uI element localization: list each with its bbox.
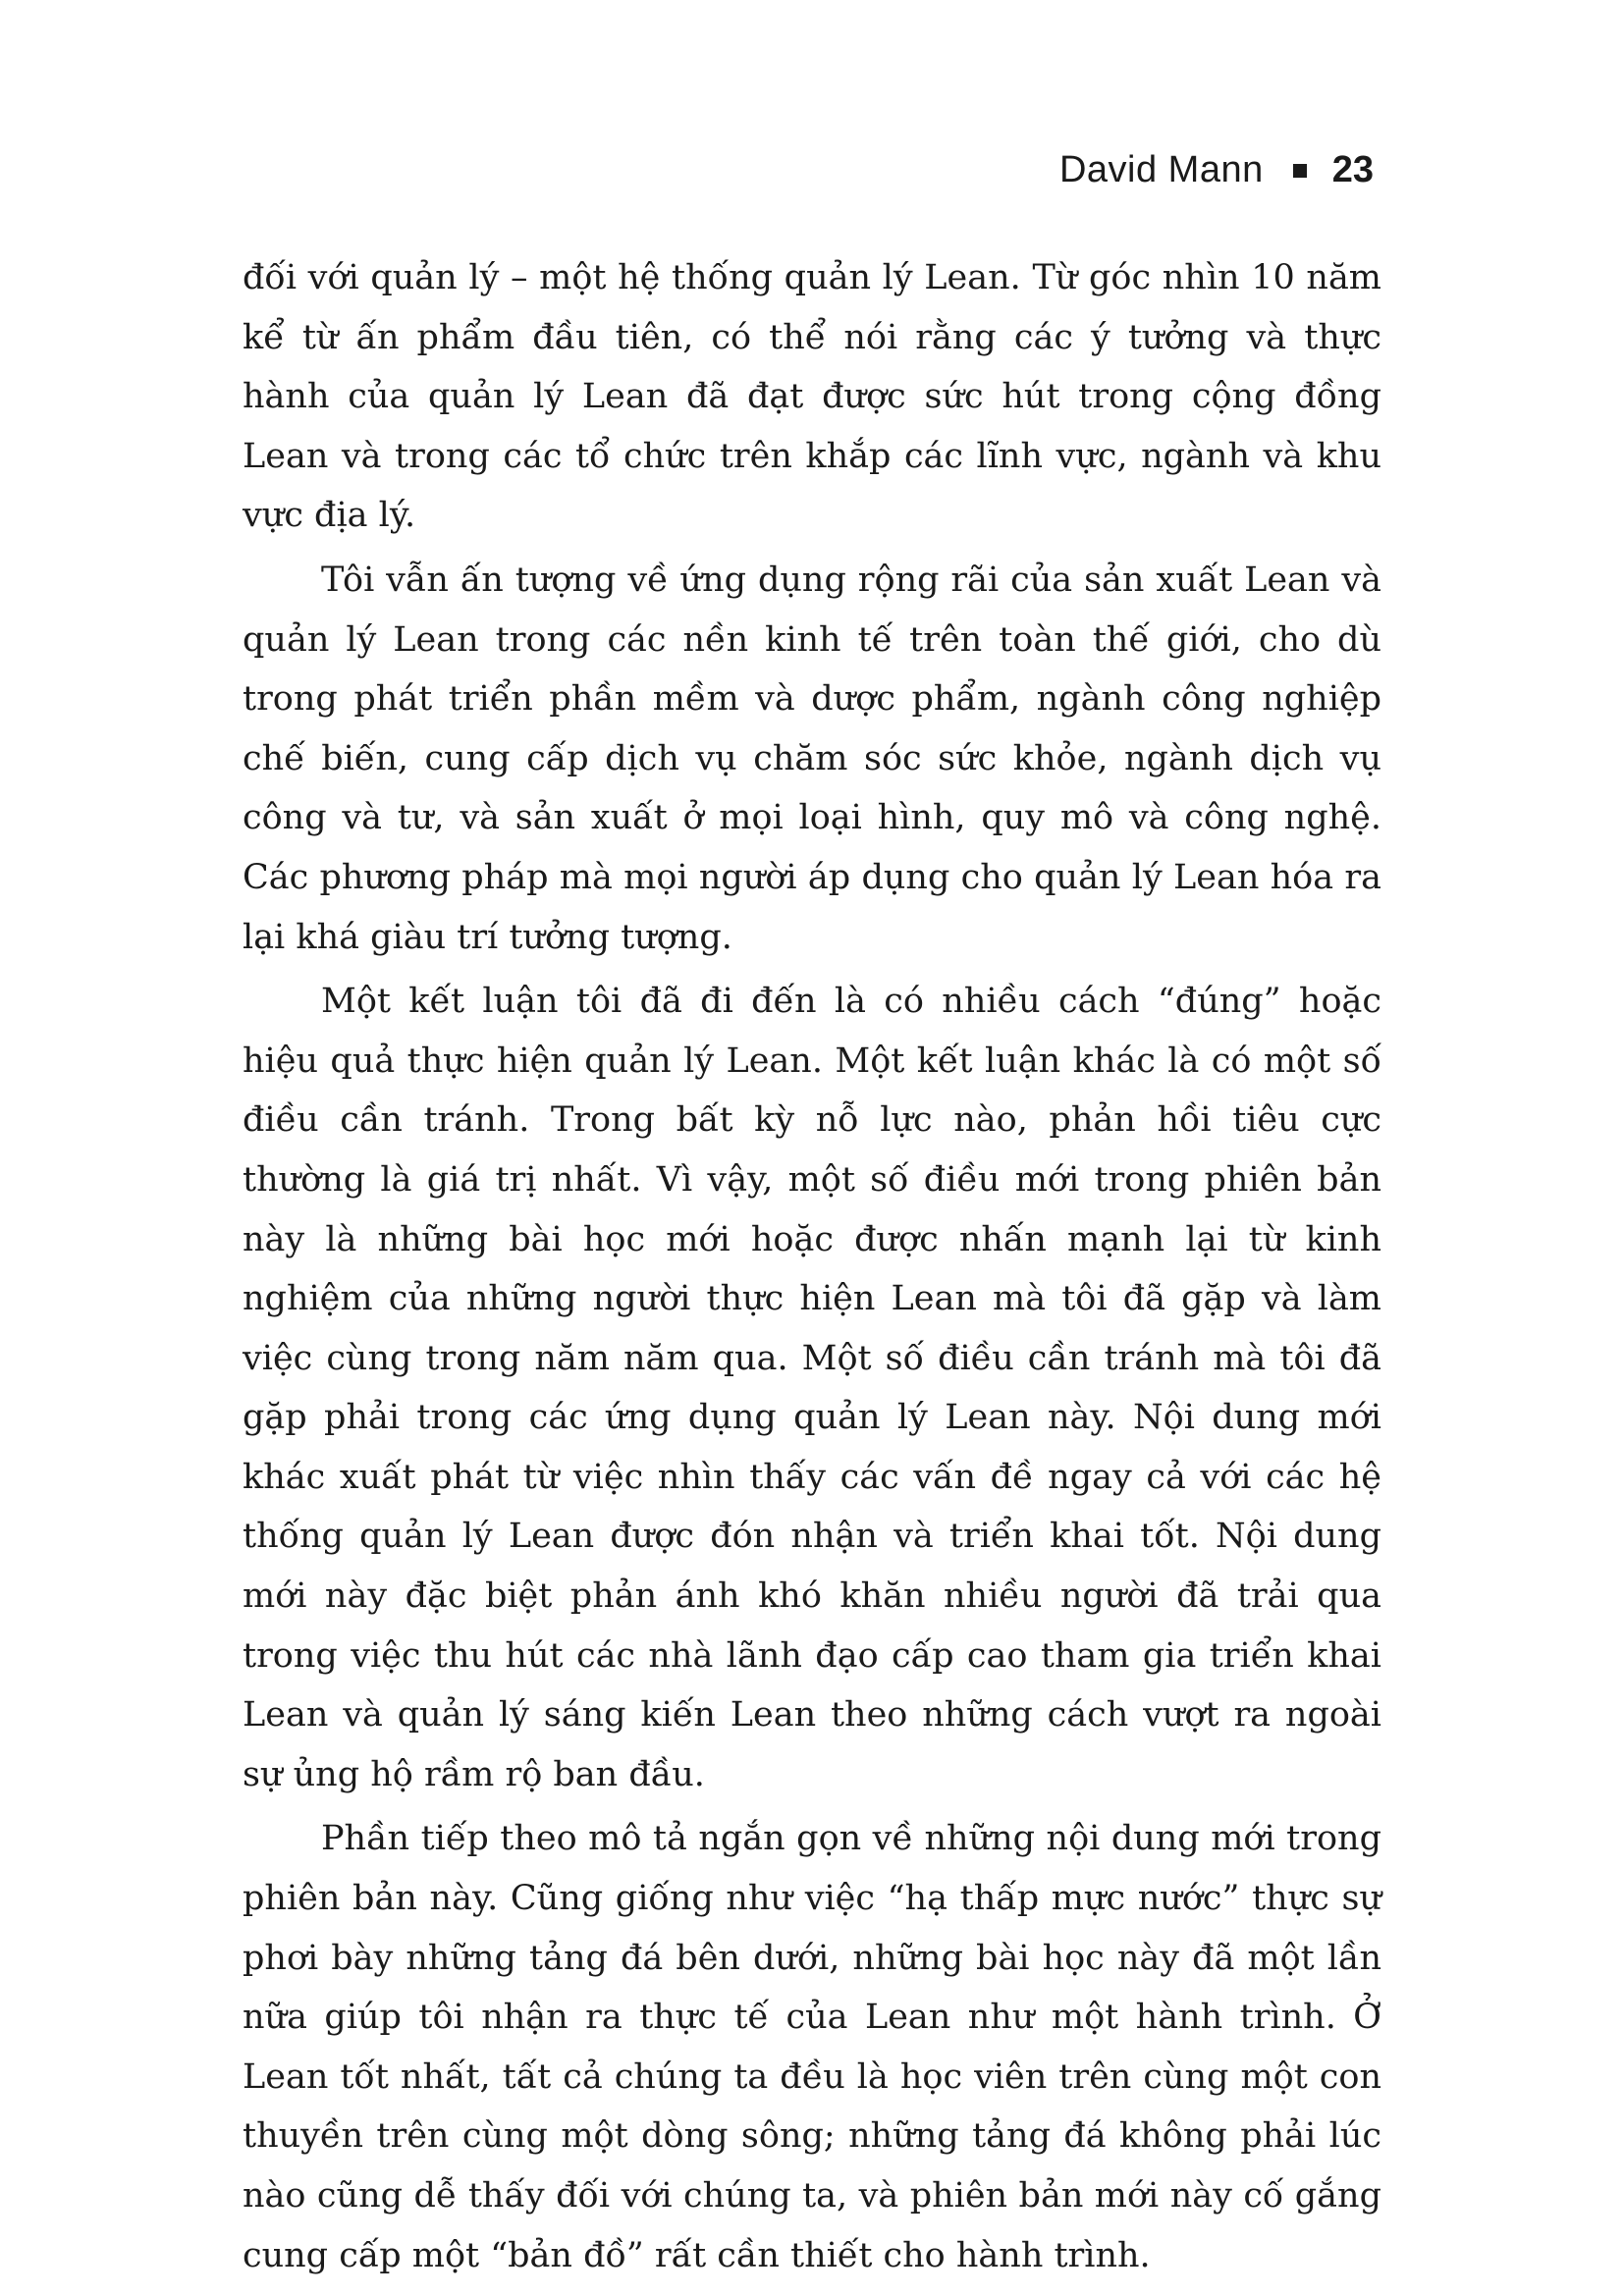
running-head-author: David Mann — [1058, 149, 1264, 190]
separator-square-icon — [1293, 164, 1307, 178]
running-head — [1059, 149, 1374, 191]
paragraph-4: Phần tiếp theo mô tả ngắn gọn về những nội dung mới trong phiên bản này. Cũng giống như việc “hạ thấp mực nước” thực sự phơi bày những tảng đá bên dưới, những bài học này đã một lần nữa giúp tôi nhận ra thực tế của Lean như một hành trình. Ở Lean tốt nhất, tất cả chúng ta đều là học viên trên cùng một con thuyền trên cùng một dòng sông; những tảng đá không phải lúc nào cũng dễ thấy đối với chúng ta, và phiên bản mới này cố gắng cung cấp một “bản đồ” rất cần thiết cho hành trình. — [243, 1819, 1381, 2275]
paragraph-1: đối với quản lý – một hệ thống quản lý Lean. Từ góc nhìn 10 năm kể từ ấn phẩm đầu tiên, có thể nói rằng các ý tưởng và thực hành của quản lý Lean đã đạt được sức hút trong cộng đồng Lean và trong các tổ chức trên khắp các lĩnh vực, ngành và khu vực địa lý. — [243, 258, 1381, 536]
paragraph-2: Tôi vẫn ấn tượng về ứng dụng rộng rãi của sản xuất Lean và quản lý Lean trong các nền kinh tế trên toàn thế giới, cho dù trong phát triển phần mềm và dược phẩm, ngành công nghiệp chế biến, cung cấp dịch vụ chăm sóc sức khỏe, ngành dịch vụ công và tư, và sản xuất ở mọi loại hình, quy mô và công nghệ. Các phương pháp mà mọi người áp dụng cho quản lý Lean hóa ra lại khá giàu trí tưởng tượng. — [243, 560, 1381, 957]
paragraph-3: Một kết luận tôi đã đi đến là có nhiều cách “đúng” hoặc hiệu quả thực hiện quản lý Lean. Một kết luận khác là có một số điều cần tránh. Trong bất kỳ nỗ lực nào, phản hồi tiêu cực thường là giá trị nhất. Vì vậy, một số điều mới trong phiên bản này là những bài học mới hoặc được nhấn mạnh lại từ kinh nghiệm của những người thực hiện Lean mà tôi đã gặp và làm việc cùng trong năm năm qua. Một số điều cần tránh mà tôi đã gặp phải trong các ứng dụng quản lý Lean này. Nội dung mới khác xuất phát từ việc nhìn thấy các vấn đề ngay cả với các hệ thống quản lý Lean được đón nhận và triển khai tốt. Nội dung mới này đặc biệt phản ánh khó khăn nhiều người đã trải qua trong việc thu hút các nhà lãnh đạo cấp cao tham gia triển khai Lean và quản lý sáng kiến Lean theo những cách vượt ra ngoài sự ủng hộ rầm rộ ban đầu. — [243, 982, 1381, 1794]
body-text — [243, 248, 1381, 2290]
page-number: 23 — [1331, 149, 1374, 190]
